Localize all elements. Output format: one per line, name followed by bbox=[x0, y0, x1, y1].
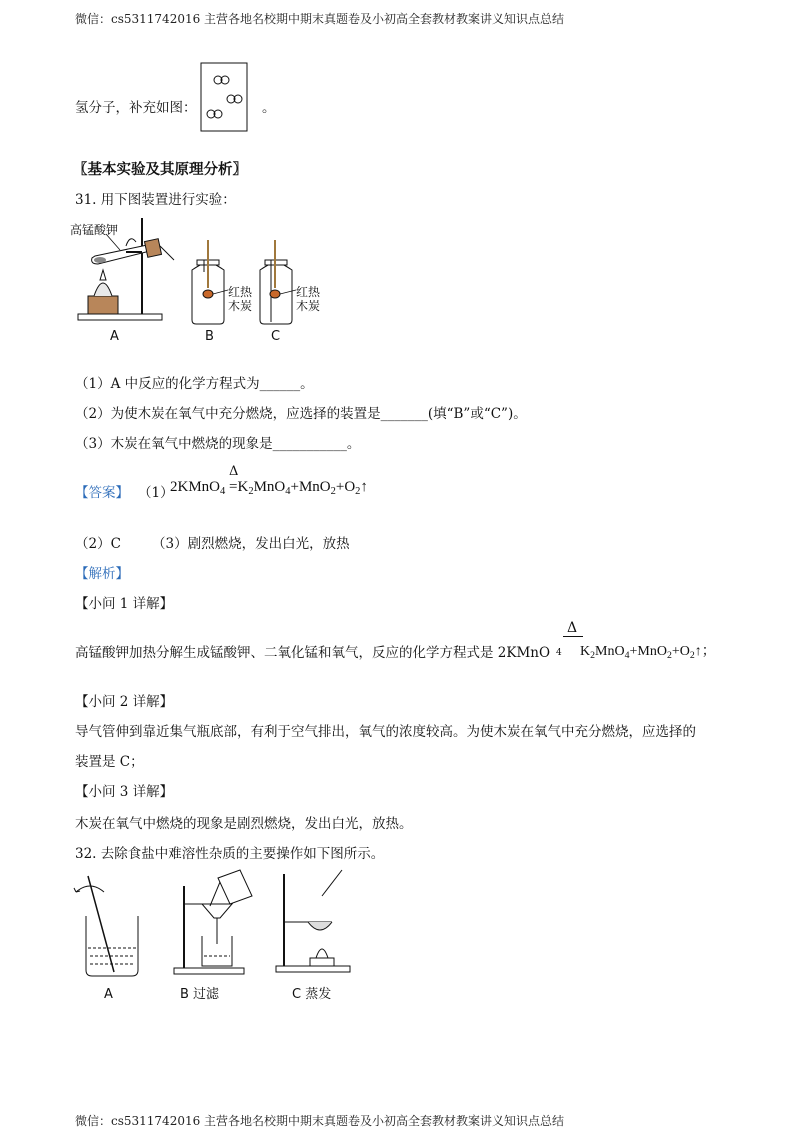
q31-hot-charcoal-b1: 红热 bbox=[228, 285, 253, 299]
section-title: 〖基本实验及其原理分析〗 bbox=[73, 161, 247, 178]
q31-apparatus-figure bbox=[70, 210, 340, 345]
q32-label-b: B 过滤 bbox=[180, 987, 220, 1002]
intro-text: 氢分子，补充如图： bbox=[75, 100, 197, 116]
q31-sub1: （1）A 中反应的化学方程式为______。 bbox=[75, 376, 314, 392]
page-footer: 微信：cs5311742016 主营各地名校期中期末真题卷及小初高全套教材教案讲义知识点总结 bbox=[75, 1114, 565, 1128]
detail1-text: 高锰酸钾加热分解生成锰酸钾、二氧化锰和氧气，反应的化学方程式是 2KMnO bbox=[75, 645, 551, 661]
answer-equation: 2KMnO$_4$ $=K_2MnO_4+MnO_2+O_2↑$ bbox=[170, 479, 368, 497]
detail1-delta-symbol: Δ bbox=[567, 620, 578, 636]
q31-sub3: （3）木炭在氧气中燃烧的现象是___________。 bbox=[75, 436, 361, 452]
detail2-text-2: 装置是 C； bbox=[75, 754, 144, 770]
detail3-title: 【小问 3 详解】 bbox=[75, 784, 174, 800]
hydrogen-molecule-figure bbox=[200, 62, 248, 132]
q31-sub2: （2）为使木炭在氧气中充分燃烧，应选择的装置是_______(填“B”或“C”)。 bbox=[75, 406, 527, 422]
detail1-sub4: 4 bbox=[556, 648, 562, 658]
detail3-text: 木炭在氧气中燃烧的现象是剧烈燃烧，发出白光，放热。 bbox=[75, 816, 413, 832]
q31-label-b: B bbox=[205, 329, 214, 344]
q32-operations-figure bbox=[70, 866, 360, 1006]
answer-3: （3）剧烈燃烧，发出白光，放热 bbox=[152, 536, 350, 552]
detail2-title: 【小问 2 详解】 bbox=[75, 694, 174, 710]
answer-1-prefix: （1） bbox=[138, 485, 174, 501]
answer-tag: 【答案】 bbox=[75, 485, 129, 501]
page-header: 微信：cs5311742016 主营各地名校期中期末真题卷及小初高全套教材教案讲义知识点总结 bbox=[75, 12, 565, 26]
detail1-title: 【小问 1 详解】 bbox=[75, 596, 174, 612]
q32-label-a: A bbox=[104, 987, 113, 1002]
answer-delta-symbol: Δ bbox=[229, 464, 239, 479]
answer-2: （2）C bbox=[75, 536, 121, 552]
q31-label-a: A bbox=[110, 329, 119, 344]
detail1-equals-bar bbox=[563, 636, 583, 637]
q31-stem: 31. 用下图装置进行实验： bbox=[75, 192, 236, 208]
intro-end: 。 bbox=[262, 100, 276, 116]
detail1-products: $K_2MnO_4+MnO_2+O_2↑$； bbox=[580, 644, 716, 661]
q31-hot-charcoal-c1: 红热 bbox=[296, 285, 321, 299]
q31-label-c: C bbox=[271, 329, 281, 344]
detail2-text-1: 导气管伸到靠近集气瓶底部，有利于空气排出，氧气的浓度较高。为使木炭在氧气中充分燃烧，应选择的 bbox=[75, 724, 696, 740]
q32-label-c: C 蒸发 bbox=[292, 987, 332, 1002]
analysis-tag: 【解析】 bbox=[75, 566, 129, 582]
q31-reagent-label: 高锰酸钾 bbox=[70, 223, 119, 237]
q31-hot-charcoal-b2: 木炭 bbox=[228, 299, 253, 313]
q32-stem: 32. 去除食盐中难溶性杂质的主要操作如下图所示。 bbox=[75, 846, 385, 862]
q31-hot-charcoal-c2: 木炭 bbox=[296, 299, 321, 313]
